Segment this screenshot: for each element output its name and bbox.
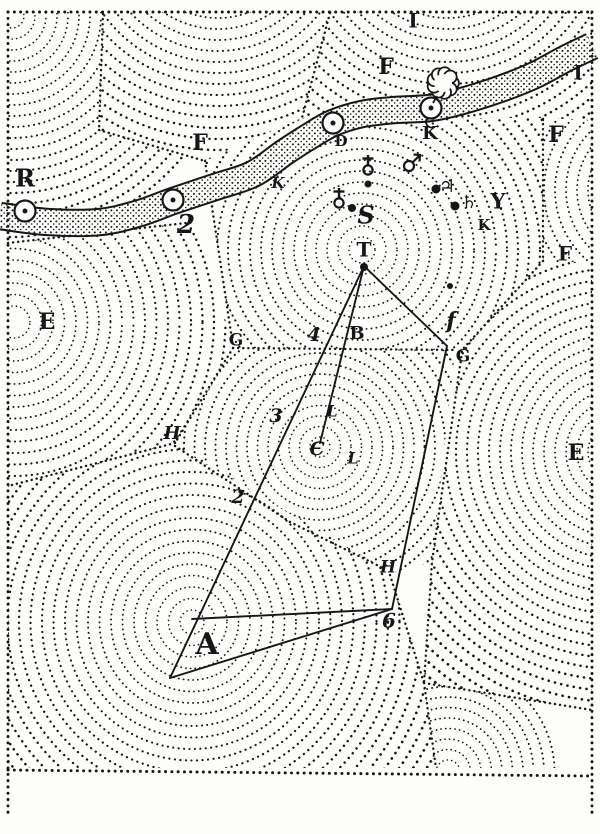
label-L-23: L bbox=[326, 401, 338, 421]
planet-dot bbox=[365, 181, 372, 188]
label-A-29: A bbox=[195, 627, 219, 662]
label-Y-11: Y bbox=[490, 188, 506, 214]
planet-dot bbox=[451, 202, 460, 211]
saturn-symbol bbox=[461, 192, 477, 213]
label-K-5: K bbox=[422, 123, 438, 144]
comet-position-D bbox=[323, 113, 344, 134]
label-F-6: F bbox=[548, 122, 564, 148]
label-B-18: B bbox=[349, 323, 365, 344]
label-F-13: F bbox=[557, 241, 573, 266]
svg-text:♄: ♄ bbox=[460, 192, 478, 213]
label-H-21: H bbox=[163, 423, 181, 444]
label-2-27: 2 bbox=[231, 486, 245, 508]
label-I-0: I bbox=[408, 8, 418, 33]
planet-dot bbox=[348, 204, 356, 212]
comet-position-Q bbox=[163, 190, 184, 211]
label-2-9: 2 bbox=[176, 210, 196, 240]
label-K-8: K bbox=[271, 174, 285, 192]
jupiter-symbol bbox=[439, 176, 455, 197]
label-I-2: I bbox=[573, 60, 583, 85]
label-R-7: R bbox=[15, 163, 35, 193]
planet-dot bbox=[360, 263, 368, 271]
label-6-30: 6 bbox=[382, 608, 396, 633]
label-F-1: F bbox=[378, 54, 394, 80]
label-E-15: E bbox=[38, 309, 56, 335]
svg-text:♃: ♃ bbox=[438, 176, 456, 197]
label-3-22: 3 bbox=[269, 405, 283, 427]
label-G-16: G bbox=[228, 330, 244, 351]
label-D-4: D bbox=[334, 132, 348, 150]
label-F-3: F bbox=[192, 130, 208, 156]
label-S-10: S bbox=[357, 200, 375, 230]
label-H-28: H bbox=[379, 557, 397, 578]
comet-position-R bbox=[15, 201, 36, 222]
label-4-17: 4 bbox=[307, 324, 321, 346]
label-E-26: E bbox=[567, 440, 585, 466]
label-T-14: T bbox=[356, 237, 372, 262]
label-f-19: f bbox=[446, 308, 456, 334]
planet-dot bbox=[447, 283, 453, 289]
label-G-20: G bbox=[455, 346, 471, 367]
label-K-12: K bbox=[477, 216, 491, 234]
label-Є-24: Є bbox=[309, 438, 325, 460]
label-L-25: L bbox=[347, 448, 359, 468]
